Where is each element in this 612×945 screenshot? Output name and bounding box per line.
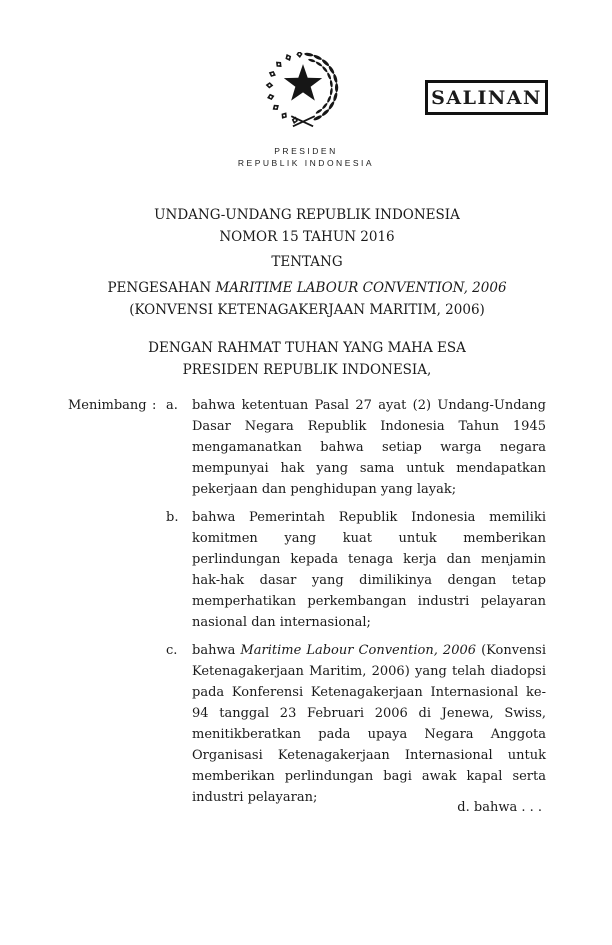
law-title-tentang: TENTANG bbox=[271, 254, 343, 270]
letterhead-line-republik-indonesia: REPUBLIK INDONESIA bbox=[237, 157, 375, 168]
law-title-line2: NOMOR 15 TAHUN 2016 bbox=[219, 229, 395, 245]
item-marker-c: c. bbox=[166, 643, 178, 658]
preamble-line2: PRESIDEN REPUBLIK INDONESIA, bbox=[182, 362, 432, 378]
consideration-item-c bbox=[68, 640, 546, 808]
letterhead-line-presiden: PRESIDEN bbox=[274, 146, 338, 156]
preamble bbox=[68, 337, 546, 381]
item-marker-b: b. bbox=[166, 510, 179, 525]
consideration-item-a bbox=[68, 395, 546, 500]
considerations-section bbox=[68, 395, 546, 808]
law-title-line1: UNDANG-UNDANG REPUBLIK INDONESIA bbox=[154, 207, 460, 223]
considerations-label: Menimbang bbox=[68, 398, 147, 413]
item-text-c: bahwa Maritime Labour Convention, 2006 (Konvensi Ketenagakerjaan Maritim, 2006) yang telah diadopsi pada Konferensi Ketenagakerjaan Internasional ke-94 tanggal 23 Februari 2006 di Jenewa, Swiss, menitikberatkan pada upaya Negara Anggota Organisasi Ketenagakerjaan Internasional untuk memberikan perlindungan bagi awak kapal serta industri pelayaran; bbox=[192, 643, 546, 805]
item-text-a: bahwa ketentuan Pasal 27 ayat (2) Undang-Undang Dasar Negara Republik Indonesia Tahun 1945 mengamanatkan bahwa setiap warga negara mempunyai hak yang sama untuk mendapatkan pekerjaan dan penghidupan yang layak; bbox=[192, 398, 546, 497]
salinan-stamp-label: SALINAN bbox=[431, 86, 542, 109]
law-title-line5: (KONVENSI KETENAGAKERJAAN MARITIM, 2006) bbox=[129, 302, 485, 318]
star-icon bbox=[284, 64, 322, 100]
letterhead bbox=[0, 146, 612, 169]
law-title-line4: PENGESAHAN MARITIME LABOUR CONVENTION, 2006 bbox=[107, 280, 507, 296]
item-marker-a: a. bbox=[166, 398, 178, 413]
presidential-star-wreath-emblem-icon bbox=[261, 52, 345, 130]
law-title-block bbox=[68, 204, 546, 321]
considerations-separator: : bbox=[152, 398, 157, 413]
salinan-stamp bbox=[425, 80, 548, 115]
preamble-line1: DENGAN RAHMAT TUHAN YANG MAHA ESA bbox=[148, 340, 466, 356]
document-body bbox=[68, 204, 546, 815]
consideration-item-b bbox=[68, 507, 546, 633]
item-text-b: bahwa Pemerintah Republik Indonesia memiliki komitmen yang kuat untuk memberikan perlindungan kepada tenaga kerja dan menjamin hak-hak dasar yang dimilikinya dengan tetap memperhatikan perkembangan industri pelayaran nasional dan internasional; bbox=[192, 510, 546, 630]
catchword: d. bahwa . . . bbox=[457, 800, 542, 815]
